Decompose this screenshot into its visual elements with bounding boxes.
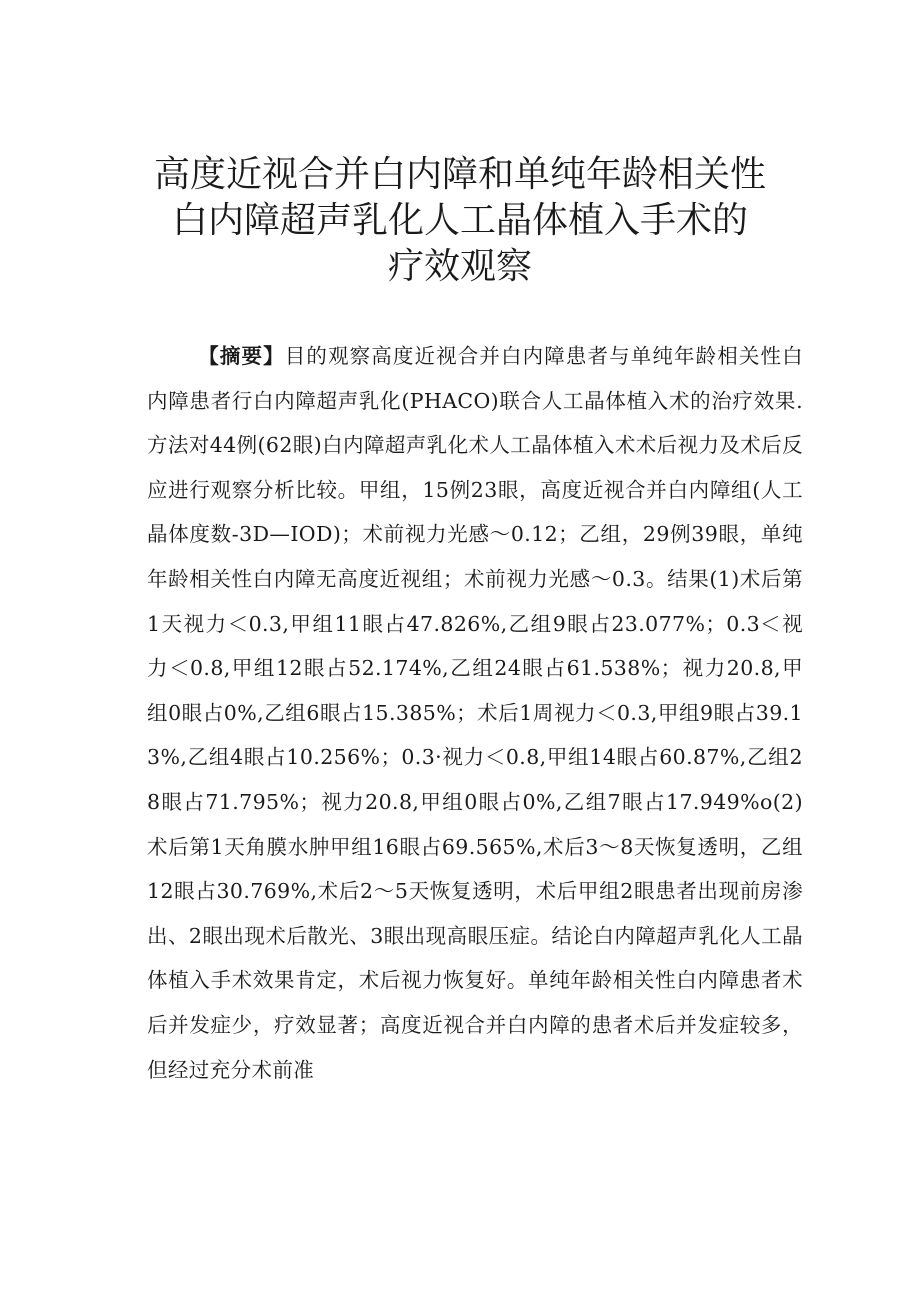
abstract-paragraph xyxy=(147,334,803,1092)
document-title xyxy=(120,152,800,290)
abstract-text: 目的观察高度近视合并白内障患者与单纯年龄相关性白内障患者行白内障超声乳化(PHACO)联合人工晶体植入术的治疗效果.方法对44例(62眼)白内障超声乳化术人工晶体植入术术后视力及术后反应进行观察分析比较。甲组，15例23眼，高度近视合并白内障组(人工晶体度数-3D—IOD)；术前视力光感～0.12；乙组，29例39眼，单纯年龄相关性白内障无高度近视组；术前视力光感～0.3。结果(1)术后第1天视力＜0.3,甲组11眼占47.826%,乙组9眼占23.077%；0.3＜视力＜0.8,甲组12眼占52.174%,乙组24眼占61.538%；视力20.8,甲组0眼占0%,乙组6眼占15.385%；术后1周视力＜0.3,甲组9眼占39.13%,乙组4眼占10.256%；0.3·视力＜0.8,甲组14眼占60.87%,乙组28眼占71.795%；视力20.8,甲组0眼占0%,乙组7眼占17.949%o(2)术后第1天角膜水肿甲组16眼占69.565%,术后3～8天恢复透明，乙组12眼占30.769%,术后2～5天恢复透明，术后甲组2眼患者出现前房渗出、2眼出现术后散光、3眼出现高眼压症。结论白内障超声乳化人工晶体植入手术效果肯定，术后视力恢复好。单纯年龄相关性白内障患者术后并发症少，疗效显著；高度近视合并白内障的患者术后并发症较多，但经过充分术前准 xyxy=(147,344,803,1082)
title-line-1: 高度近视合并白内障和单纯年龄相关性 xyxy=(153,154,766,195)
abstract-label: 【摘要】 xyxy=(198,344,285,368)
title-line-3: 疗效观察 xyxy=(387,246,532,287)
title-line-2: 白内障超声乳化人工晶体植入手术的 xyxy=(171,200,748,241)
